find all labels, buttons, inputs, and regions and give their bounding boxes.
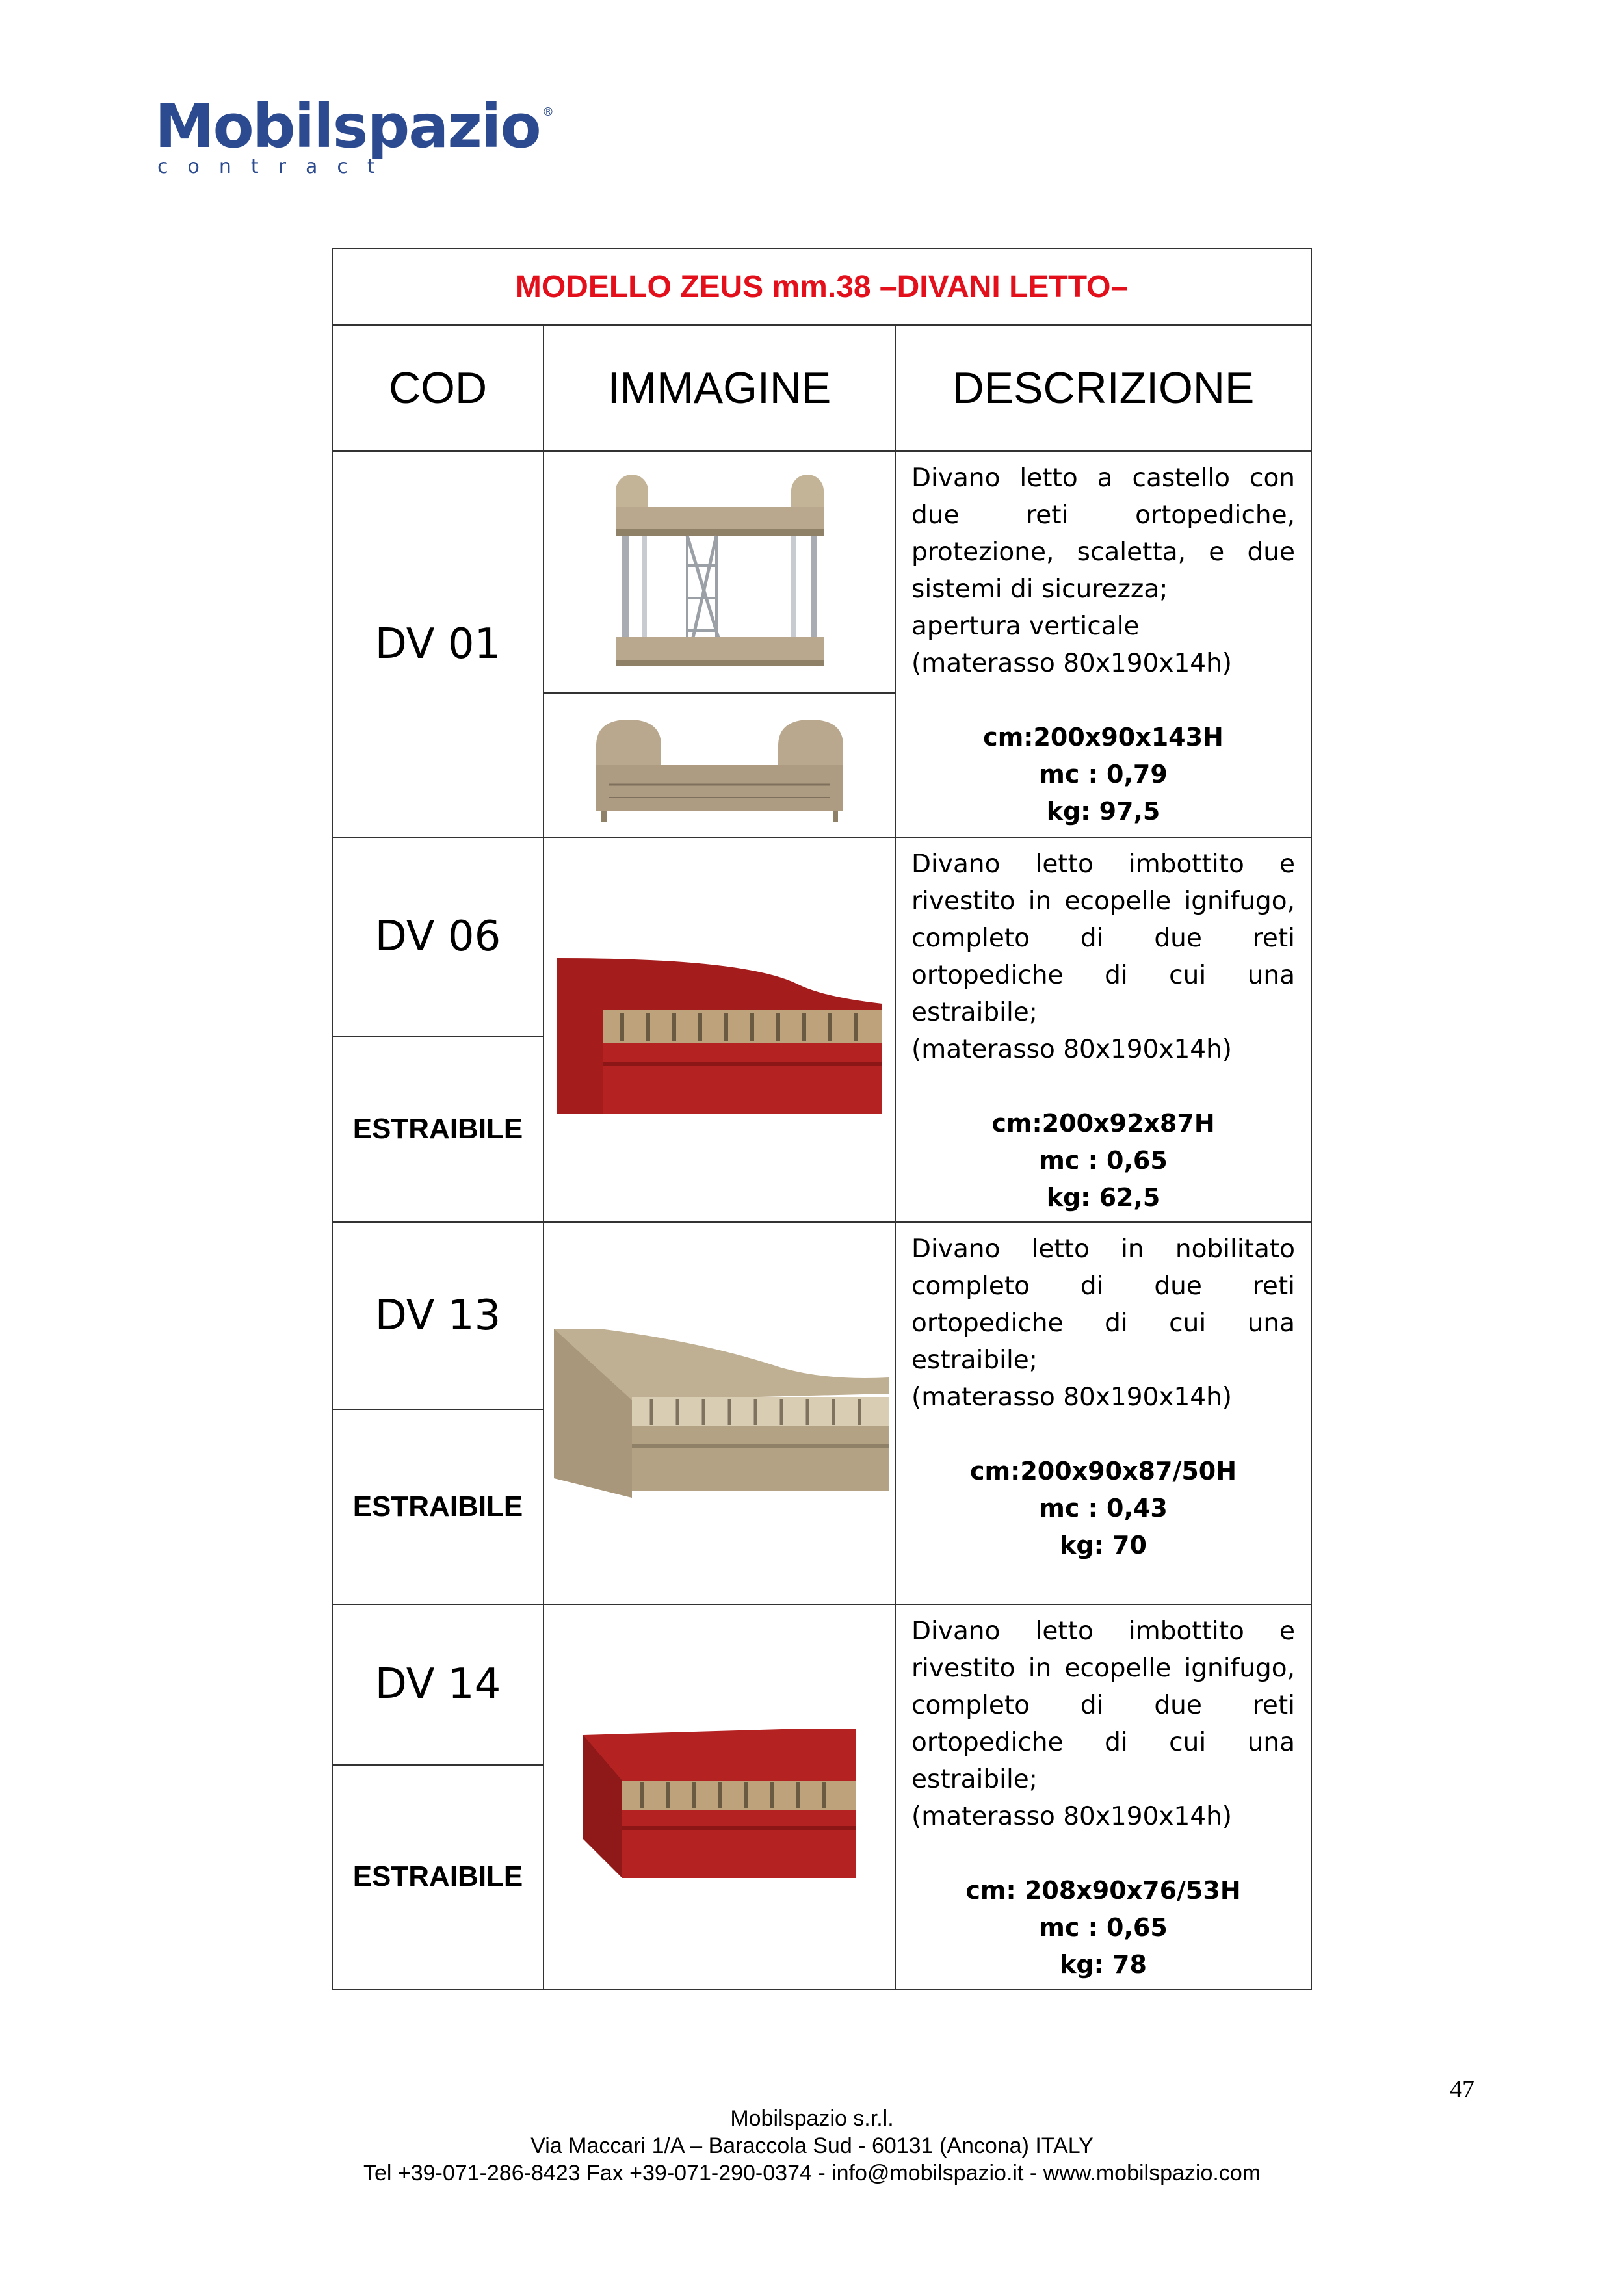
spec-weight: kg: 97,5 xyxy=(1046,797,1160,826)
brand-logo xyxy=(155,91,558,182)
product-description-dv06 xyxy=(895,837,1311,1222)
page-number: 47 xyxy=(1450,2076,1474,2103)
red-box-sofa-bed-image xyxy=(570,1709,869,1885)
logo-tagline: contract xyxy=(157,155,395,178)
spec-dimensions: cm:200x92x87H xyxy=(991,1109,1215,1138)
product-image-cell xyxy=(544,451,895,693)
product-image-cell xyxy=(544,837,895,1222)
product-table xyxy=(332,248,1312,1990)
column-header-description: DESCRIZIONE xyxy=(895,325,1311,451)
column-header-code: COD xyxy=(332,325,544,451)
spec-volume: mc : 0,79 xyxy=(1039,760,1168,789)
footer-company: Mobilspazio s.r.l. xyxy=(730,2106,894,2131)
footer-address: Via Maccari 1/A – Baraccola Sud - 60131 (Ancona) ITALY xyxy=(530,2133,1094,2158)
logo-registered-mark: ® xyxy=(542,105,554,119)
description-text: Divano letto in nobilitato completo di due reti ortopediche di cui una estraibile; (materasso 80x190x14h) xyxy=(911,1234,1296,1412)
spec-weight: kg: 62,5 xyxy=(1046,1183,1160,1212)
product-image-cell xyxy=(544,693,895,837)
product-description-dv14 xyxy=(895,1604,1311,1989)
product-specs xyxy=(911,719,1295,830)
spec-volume: mc : 0,43 xyxy=(1039,1494,1168,1522)
product-code-dv01: DV 01 xyxy=(332,451,544,837)
product-description-dv13 xyxy=(895,1222,1311,1604)
product-code-dv13: DV 13 xyxy=(332,1222,544,1409)
spec-dimensions: cm: 208x90x76/53H xyxy=(965,1876,1241,1905)
product-specs xyxy=(911,1872,1295,1983)
logo-wordmark: Mobilspazio xyxy=(155,92,540,161)
description-text: Divano letto imbottito e rivestito in ecopelle ignifugo, completo di due reti ortopediche di cui una estraibile; (materasso 80x190x14h) xyxy=(911,1617,1296,1831)
product-subtitle: ESTRAIBILE xyxy=(332,1409,544,1604)
bunk-bed-image xyxy=(603,462,837,683)
spec-weight: kg: 70 xyxy=(1060,1531,1147,1559)
spec-dimensions: cm:200x90x143H xyxy=(983,723,1224,751)
red-upholstered-sofa-bed-image xyxy=(551,932,889,1127)
product-image-cell xyxy=(544,1222,895,1604)
product-specs xyxy=(911,1453,1295,1564)
table-title: MODELLO ZEUS mm.38 –DIVANI LETTO– xyxy=(332,248,1311,325)
product-code-dv06: DV 06 xyxy=(332,837,544,1036)
description-text: Divano letto a castello con due reti ortopediche, protezione, scaletta, e due sistemi di sicurezza; apertura verticale (materasso 80x190x14h) xyxy=(911,463,1296,678)
page-footer xyxy=(0,2105,1624,2187)
spec-volume: mc : 0,65 xyxy=(1039,1146,1168,1175)
product-image-cell xyxy=(544,1604,895,1989)
column-header-image: IMMAGINE xyxy=(544,325,895,451)
product-description-dv01 xyxy=(895,451,1311,837)
product-subtitle: ESTRAIBILE xyxy=(332,1036,544,1222)
product-specs xyxy=(911,1105,1295,1216)
product-subtitle: ESTRAIBILE xyxy=(332,1765,544,1989)
product-code-dv14: DV 14 xyxy=(332,1604,544,1765)
wood-sofa-bed-image xyxy=(547,1316,892,1511)
spec-dimensions: cm:200x90x87/50H xyxy=(970,1457,1237,1485)
spec-weight: kg: 78 xyxy=(1060,1950,1147,1979)
footer-contacts: Tel +39-071-286-8423 Fax +39-071-290-0374 - info@mobilspazio.it - www.mobilspazio.com xyxy=(363,2161,1261,2185)
description-text: Divano letto imbottito e rivestito in ecopelle ignifugo, completo di due reti ortopediche di cui una estraibile; (materasso 80x190x14h) xyxy=(911,850,1296,1064)
spec-volume: mc : 0,65 xyxy=(1039,1913,1168,1942)
sofa-bed-closed-image xyxy=(583,700,856,830)
